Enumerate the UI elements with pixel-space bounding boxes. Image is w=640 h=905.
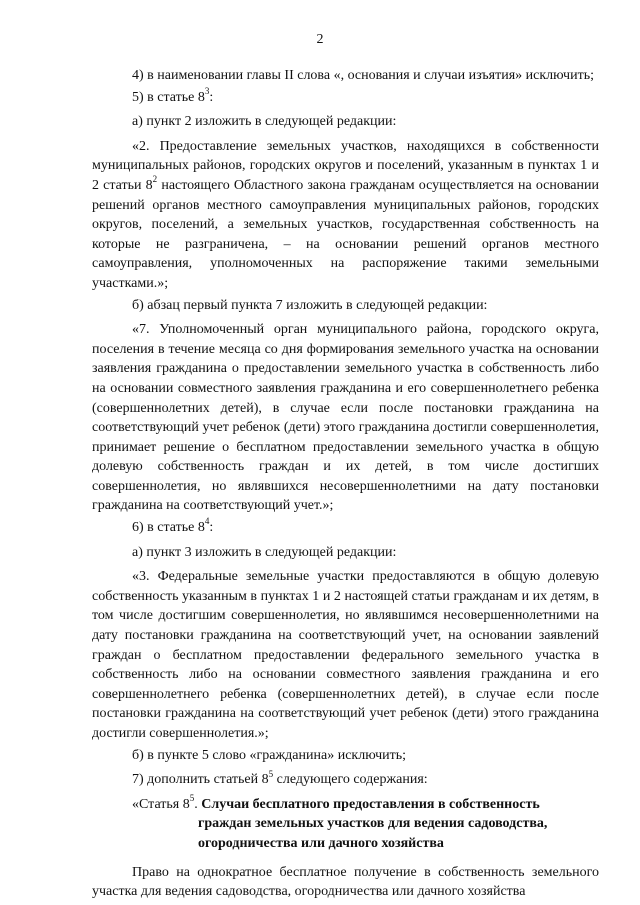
quote-point-3: «3. Федеральные земельные участки предоставляются в общую долевую собственность указанным в пунктах 1 и 2 настоящей статьи гражданам и их детям, в том числе достигшим совершеннолетия, но являвшимся несовершеннолетними на дату постановки гражданина на соответствующий учет, на основании заявлений граждан о бесплатном предоставлении федерального земельного участка в собственность либо на основании совместного заявления гражданина и его совершеннолетнего ребенка (совершеннолетних детей), в случае если после постановки гражданина на соответствующий учет ребенок (дети) этого гражданина достигли совершеннолетия.»; xyxy=(92,569,599,741)
item-6b-paragraph: б) в пункте 5 слово «гражданина» исключить; xyxy=(132,747,407,763)
article-first-paragraph: Право на однократное бесплатное получение в собственность земельного участка для ведения садоводства, огородничества или дачного хозяйства xyxy=(92,864,599,900)
article-superscript: 5 xyxy=(189,793,195,804)
article-title-line1: Случаи бесплатного предоставления в собственность xyxy=(201,796,540,812)
item-5-paragraph: 5) в статье $8^3$: xyxy=(132,85,214,105)
item-5-superscript: 3 xyxy=(204,85,210,96)
item-4-paragraph: 4) в наименовании главы II слова «, основания и случаи изъятия» исключить; xyxy=(132,68,594,83)
article-heading: «Статья $8^5$. Случаи бесплатного предоставления в собственность граждан земельных участков для ведения садоводства, огородничества или дачного хозяйства xyxy=(92,795,599,854)
item-7-paragraph: 7) дополнить статьей $8^5$ следующего содержания: xyxy=(132,768,428,788)
quote-point-2: «2. Предоставление земельных участков, находящихся в собственности муниципальных районов, городских округов и поселений, указанным в пунктах 1 и 2 статьи $8^2$ настоящего Областного закона гражданам осуществляется на основании решений органов местного самоуправления муниципальных районов, городских округов, поселений, а земельных участков, государственная собственность на которые не разграничена, – на основании решений органов местного самоуправления, уполномоченных на распоряжение такими земельными участками.»; xyxy=(92,138,599,291)
item-6-paragraph: 6) в статье $8^4$: xyxy=(132,516,214,536)
item-6a-paragraph: а) пункт 3 изложить в следующей редакции: xyxy=(132,544,397,560)
quote-point-2-superscript: 2 xyxy=(152,174,158,185)
item-5b-paragraph: б) абзац первый пункта 7 изложить в следующей редакции: xyxy=(132,297,488,313)
page-number: 2 xyxy=(316,32,324,47)
document-body xyxy=(92,66,599,904)
quote-point-7: «7. Уполномоченный орган муниципального района, городского округа, поселения в течение месяца со дня формирования земельного участка на основании заявления гражданина о предоставлении земельного участка в собственность либо на основании совместного заявления гражданина и его совершеннолетнего ребенка (совершеннолетних детей), в случае если после постановки гражданина на соответствующий учет ребенок (дети) этого гражданина достигли совершеннолетия, принимает решение о бесплатном предоставлении земельного участка в общую долевую собственность граждан и их детей, в том числе достигших совершеннолетия, но являвшихся несовершеннолетними на дату постановки гражданина на соответствующий учет.»; xyxy=(92,322,599,514)
item-7-superscript: 5 xyxy=(268,768,274,779)
item-5a-paragraph: а) пункт 2 изложить в следующей редакции: xyxy=(132,114,397,130)
item-6-superscript: 4 xyxy=(204,516,210,527)
article-title-continuation: граждан земельных участков для ведения садоводства, огородничества или дачного хозяйства xyxy=(198,816,548,851)
